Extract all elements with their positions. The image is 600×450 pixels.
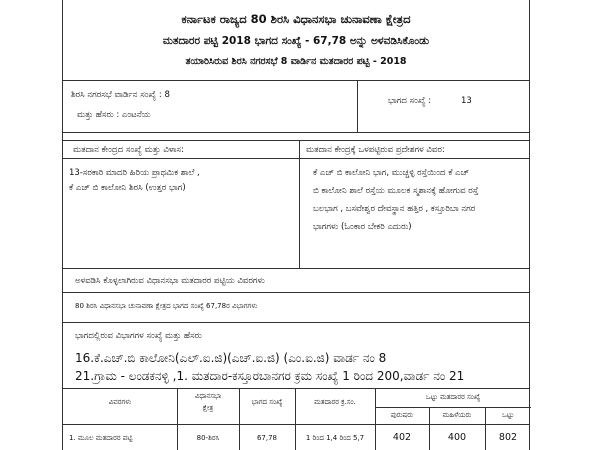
table-cell-serial: 1 ರಿಂದ 1,4 ರಿಂದ 5,7 xyxy=(305,434,365,442)
table-cell-total: 802 xyxy=(498,432,518,443)
divider xyxy=(63,140,529,141)
col-header-men: ಪುರುಷರು xyxy=(390,411,414,419)
table-cell-part-no: 67,78 xyxy=(256,434,278,442)
col-header-part-no: ಭಾಗದ ಸಂಖ್ಯೆ xyxy=(251,398,283,406)
sections-line-2: 21.ಗ್ರಾಮ - ಲಂಡಕನಳ್ಳಿ ,1. ಮತದಾರ-ಕಸ್ತೂರಬಾನಗರ ಕ್ರಮ ಸಂಖ್ಯೆ 1 ರಿಂದ 200,ವಾರ್ಡ ನಂ 21 xyxy=(75,369,465,383)
title-line-3: ತಯಾರಿಸಿರುವ ಶಿರಸಿ ನಗರಸಭೆ 8 ವಾರ್ಡಿನ ಮತದಾರರ ಪಟ್ಟಿ - 2018 xyxy=(185,56,407,67)
table-cell-men: 402 xyxy=(392,432,412,443)
polling-station-line-2: ಕೆ ಎಚ್ ಬಿ ಕಾಲೋನಿ ಶಿರಸಿ (ಉತ್ತರ ಭಾಗ) xyxy=(69,183,186,193)
title-line-2: ಮತದಾರರ ಪಟ್ಟಿ 2018 ಭಾಗದ ಸಂಖ್ಯೆ - 67,78 ಅನ್ನು ಅಳವಡಿಸಿಕೊಂಡು xyxy=(162,35,430,47)
col-header-serial: ಮತದಾರರ ಕ್ರ.ಸಂ. xyxy=(314,398,356,406)
col-header-women: ಮಹಿಳೆಯರು xyxy=(442,411,472,419)
col-header-total: ಒಟ್ಟು xyxy=(501,411,514,419)
divider xyxy=(63,132,529,133)
table-cell-women: 400 xyxy=(447,432,467,443)
col-header-total-voters: ಒಟ್ಟು ಮತದಾರರ ಸಂಖ್ಯೆ xyxy=(425,393,481,401)
divider xyxy=(299,140,300,268)
divider xyxy=(63,80,529,81)
col-header-assembly-line-1: ವಿಧಾನಸಭಾ xyxy=(194,392,222,400)
areas-line-1: ಕೆ ಎಚ್ ಬಿ ಕಾಲೋನಿ ಭಾಗ, ಮುಚ್ಚಳ್ಳಿ ರಸ್ತೆಯಿಂದ ಕೆ ಎಚ್ xyxy=(313,168,470,178)
areas-line-2: ಬಿ ಕಾಲೋನಿ ಶಾಲೆ ರಸ್ತೆಯ ಮೂಲಕ ಸ್ಮಶಾನಕ್ಕೆ ಹೋಗುವ ರಸ್ತೆ xyxy=(313,186,479,196)
part-number-value: 13 xyxy=(461,96,472,106)
table-cell-assembly: 80-ಶಿರಸಿ xyxy=(196,434,220,442)
divider xyxy=(375,407,531,408)
divider xyxy=(357,80,358,132)
divider xyxy=(63,292,529,293)
areas-header: ಮತದಾನ ಕೇಂದ್ರಕ್ಕೆ ಒಳಪಟ್ಟಿರುವ ಪ್ರದೇಶಗಳ ವಿವರ: xyxy=(306,145,445,155)
ward-number: ಶಿರಸಿ ನಗರಸಭೆ ವಾರ್ಡಿನ ಸಂಖ್ಯೆ : 8 xyxy=(71,90,170,100)
areas-line-3: ಬಲಭಾಗ , ಬಸವೇಶ್ವರ ದೇವಸ್ಥಾನ ಹತ್ತಿರ , ಕಸ್ತೂರಿಬಾ ನಗರ xyxy=(313,204,476,214)
areas-line-4: ಭಾಗಗಳು (ಓಂಕಾರ ಬೇಕರಿ ಎದುರು) xyxy=(313,222,412,232)
sections-line-1: 16.ಕೆ.ಎಚ್.ಬಿ ಕಾಲೋನಿ(ಎಲ್.ಐ.ಜಿ)(ಎಚ್.ಐ.ಜಿ) (ಎಂ.ಐ.ಜಿ) ವಾರ್ಡ ನಂ 8 xyxy=(75,351,387,365)
col-header-assembly-line-2: ಕ್ಷೇತ್ರ xyxy=(202,404,214,412)
table-top-border xyxy=(63,388,529,389)
assembly-header: ಅಳವಡಿಸಿ ಕೊಳ್ಳಲಾಗಿರುವ ವಿಧಾನಸಭಾ ಮತದಾರರ ಪಟ್ಟಿಯ ವಿವರಗಳು xyxy=(75,276,265,286)
polling-station-line-1: 13-ಸರಕಾರಿ ಮಾದರಿ ಹಿರಿಯ ಪ್ರಾಥಮಿಕ ಶಾಲೆ , xyxy=(69,168,200,178)
assembly-detail: 80 ಶಿರಸಿ ವಿಧಾನಸಭಾ ಚುನಾವಣಾ ಕ್ಷೇತ್ರದ ಭಾಗದ ಸಂಖ್ಯೆ 67,78ರ ವಿಭಾಗಗಳು xyxy=(75,302,258,310)
table-cell-details: 1. ಮೂಲ ಮತದಾರರ ಪಟ್ಟಿ xyxy=(69,434,133,442)
electoral-roll-page xyxy=(62,0,530,450)
title-line-1: ಕರ್ನಾಟಕ ರಾಜ್ಯದ 80 ಶಿರಸಿ ವಿಧಾನಸಭಾ ಚುನಾವಣಾ ಕ್ಷೇತ್ರದ xyxy=(181,12,411,26)
divider xyxy=(63,158,529,159)
divider xyxy=(63,424,529,425)
divider xyxy=(63,268,529,269)
divider xyxy=(63,322,529,323)
col-header-details: ವಿವರಗಳು xyxy=(108,398,132,406)
polling-station-header: ಮತದಾನ ಕೇಂದ್ರದ ಸಂಖ್ಯೆ ಮತ್ತು ವಿಳಾಸ: xyxy=(73,145,184,155)
part-number-label: ಭಾಗದ ಸಂಖ್ಯೆ : xyxy=(388,96,432,106)
sections-header: ಭಾಗದಲ್ಲಿರುವ ವಿಭಾಗಗಳ ಸಂಖ್ಯೆ ಮತ್ತು ಹೆಸರು xyxy=(75,331,202,341)
ward-name: ಮತ್ತು ಹೆಸರು : ಎಂಟನೆಯ xyxy=(77,110,151,120)
